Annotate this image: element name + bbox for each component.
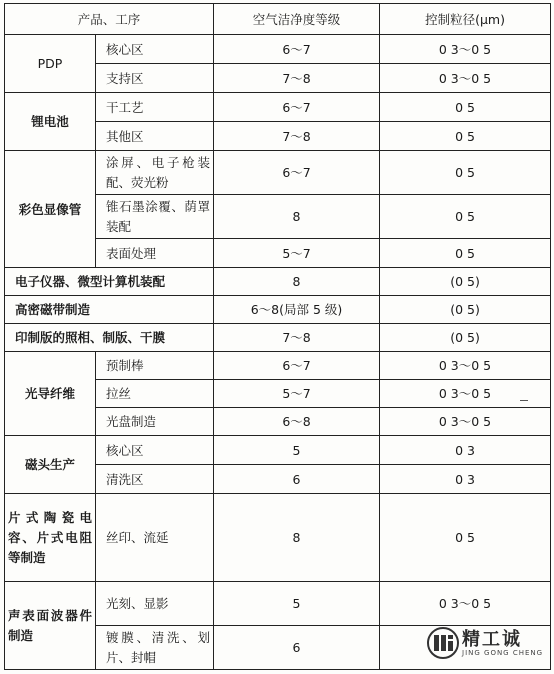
process-cell: 表面处理 bbox=[96, 239, 214, 268]
process-cell: 锥石墨涂覆、荫罩装配 bbox=[96, 195, 214, 239]
level-cell: 6～7 bbox=[214, 352, 380, 380]
level-cell: 8 bbox=[214, 195, 380, 239]
size-cell: (0 5) bbox=[380, 324, 551, 352]
level-cell: 6 bbox=[214, 626, 380, 670]
product-cell: 高密磁带制造 bbox=[5, 296, 214, 324]
size-cell: 0 5 bbox=[380, 494, 551, 582]
size-cell: 0 5 bbox=[380, 195, 551, 239]
size-cell: (0 5) bbox=[380, 268, 551, 296]
table-row bbox=[5, 268, 551, 296]
table-row bbox=[5, 352, 551, 380]
product-cell: 片式陶瓷电容、片式电阻等制造 bbox=[5, 494, 96, 582]
size-cell: 0 3～0 5 bbox=[380, 380, 551, 408]
size-cell: (0 5) bbox=[380, 296, 551, 324]
watermark-title: 精工诚 bbox=[462, 629, 522, 650]
process-cell: 光刻、显影 bbox=[96, 582, 214, 626]
watermark-logo bbox=[426, 624, 544, 664]
size-cell: 0 5 bbox=[380, 151, 551, 195]
table-row bbox=[5, 151, 551, 195]
table-row bbox=[5, 324, 551, 352]
process-cell: 拉丝 bbox=[96, 380, 214, 408]
product-cell: 彩色显像管 bbox=[5, 151, 96, 268]
size-cell: 0 3～0 5 bbox=[380, 35, 551, 64]
size-cell: 0 3～0 5 bbox=[380, 64, 551, 93]
level-cell: 8 bbox=[214, 268, 380, 296]
process-cell: 其他区 bbox=[96, 122, 214, 151]
level-cell: 5 bbox=[214, 436, 380, 465]
process-cell: 核心区 bbox=[96, 35, 214, 64]
logo-mark-icon bbox=[426, 626, 460, 660]
process-cell: 干工艺 bbox=[96, 93, 214, 122]
level-cell: 6～7 bbox=[214, 151, 380, 195]
level-cell: 7～8 bbox=[214, 122, 380, 151]
level-cell: 5 bbox=[214, 582, 380, 626]
size-cell: 0 3 bbox=[380, 436, 551, 465]
table-row bbox=[5, 35, 551, 64]
product-cell: 磁头生产 bbox=[5, 436, 96, 494]
size-cell: 0 3～0 5 bbox=[380, 352, 551, 380]
process-cell: 核心区 bbox=[96, 436, 214, 465]
level-cell: 7～8 bbox=[214, 64, 380, 93]
cleanroom-standards-table bbox=[4, 3, 551, 670]
process-cell: 光盘制造 bbox=[96, 408, 214, 436]
size-cell: 0 5 bbox=[380, 122, 551, 151]
level-cell: 5～7 bbox=[214, 380, 380, 408]
product-cell: 声表面波器件制造 bbox=[5, 582, 96, 670]
level-cell: 8 bbox=[214, 494, 380, 582]
level-cell: 6 bbox=[214, 465, 380, 494]
size-cell: 0 5 bbox=[380, 239, 551, 268]
level-cell: 6～7 bbox=[214, 35, 380, 64]
product-cell: 印制版的照相、制版、干膜 bbox=[5, 324, 214, 352]
size-cell: 0 3 bbox=[380, 465, 551, 494]
header-product-process: 产品、工序 bbox=[5, 4, 214, 35]
table-row bbox=[5, 582, 551, 626]
size-cell: 0 5 bbox=[380, 93, 551, 122]
table-row bbox=[5, 296, 551, 324]
product-cell: PDP bbox=[5, 35, 96, 93]
product-cell: 电子仪器、微型计算机装配 bbox=[5, 268, 214, 296]
watermark-subtitle: JING GONG CHENG bbox=[462, 649, 544, 657]
table-row bbox=[5, 494, 551, 582]
level-cell: 7～8 bbox=[214, 324, 380, 352]
level-cell: 6～8(局部 5 级) bbox=[214, 296, 380, 324]
header-particle-size: 控制粒径(μm) bbox=[380, 4, 551, 35]
size-cell: 0 3～0 5 bbox=[380, 408, 551, 436]
process-cell: 支持区 bbox=[96, 64, 214, 93]
level-cell: 5～7 bbox=[214, 239, 380, 268]
level-cell: 6～8 bbox=[214, 408, 380, 436]
process-cell: 预制棒 bbox=[96, 352, 214, 380]
process-cell: 清洗区 bbox=[96, 465, 214, 494]
process-cell: 涂屏、电子枪装配、荧光粉 bbox=[96, 151, 214, 195]
product-cell: 光导纤维 bbox=[5, 352, 96, 436]
process-cell: 丝印、流延 bbox=[96, 494, 214, 582]
stray-dash bbox=[520, 400, 528, 401]
table-row bbox=[5, 436, 551, 465]
level-cell: 6～7 bbox=[214, 93, 380, 122]
table-header-row bbox=[5, 4, 551, 35]
product-cell: 锂电池 bbox=[5, 93, 96, 151]
process-cell: 镀膜、清洗、划片、封帽 bbox=[96, 626, 214, 670]
header-cleanliness-level: 空气洁净度等级 bbox=[214, 4, 380, 35]
size-cell: 0 3～0 5 bbox=[380, 582, 551, 626]
table-row bbox=[5, 93, 551, 122]
